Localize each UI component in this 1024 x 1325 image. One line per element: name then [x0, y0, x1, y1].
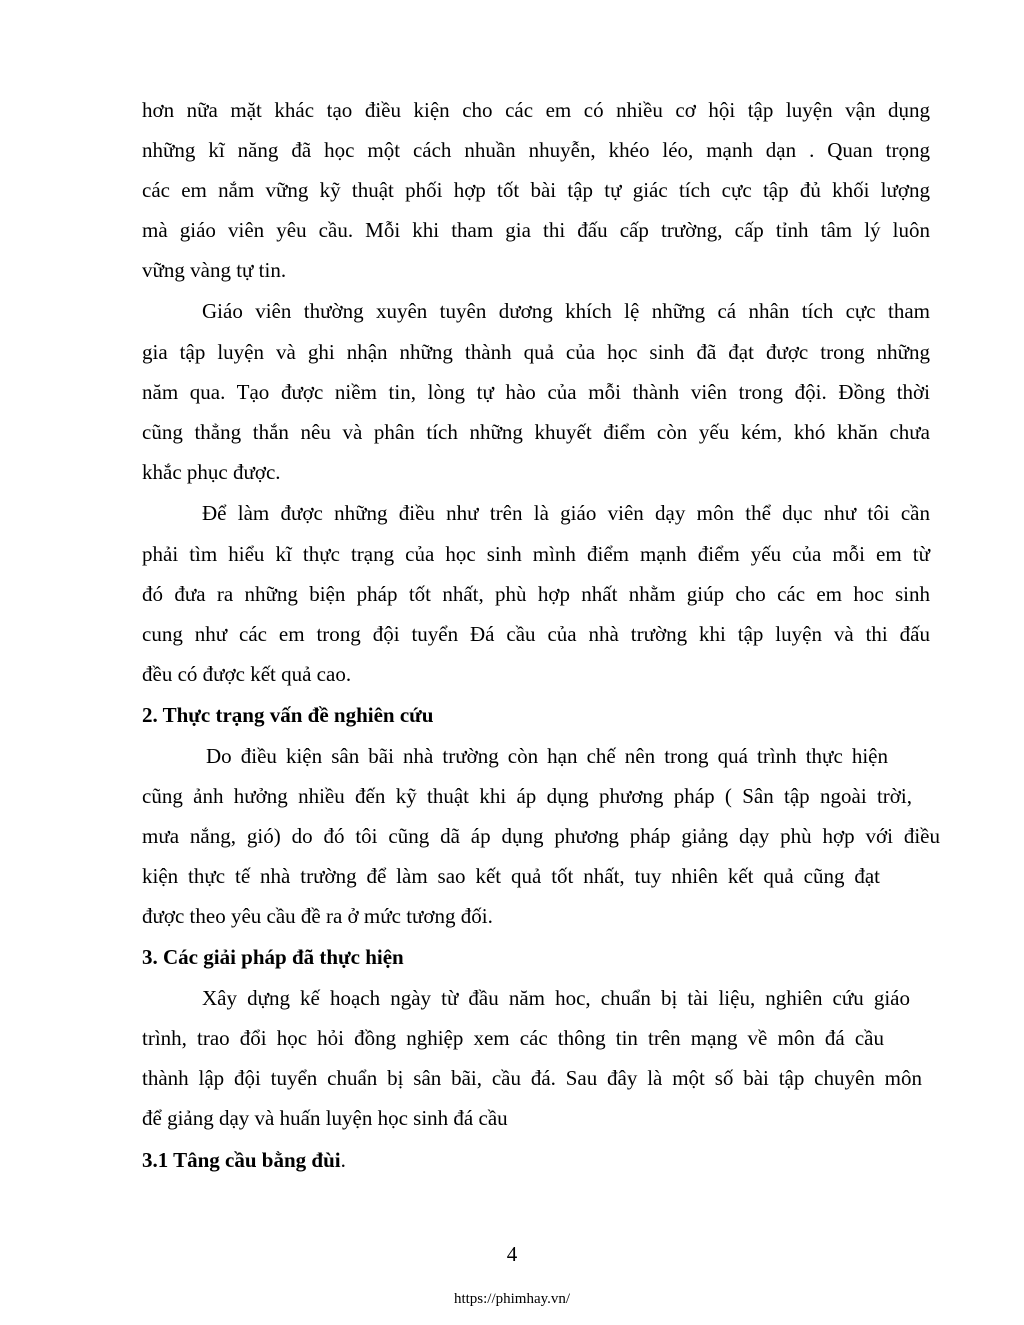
- para1-line2: những kĩ năng đã học một cách nhuần nhuyễn, khéo léo, mạnh dạn . Quan trọng: [142, 138, 930, 162]
- section-heading-3-1-period: .: [340, 1148, 346, 1172]
- para3-line3: đó đưa ra những biện pháp tốt nhất, phù hợp nhất nhằm giúp cho các em hoc sinh: [142, 582, 930, 606]
- para2-line2: gia tập luyện và ghi nhận những thành quả của học sinh đã đạt được trong những: [142, 340, 930, 364]
- para4-line3: mưa nắng, gió) do đó tôi cũng dã áp dụng phương pháp giảng dạy phù hợp với điều: [142, 824, 940, 848]
- para1-line5: vững vàng tự tin.: [142, 258, 287, 282]
- para5-line2: trình, trao đổi học hỏi đồng nghiệp xem các thông tin trên mạng về môn đá cầu: [142, 1026, 884, 1050]
- page-number: 4: [506, 1242, 518, 1266]
- section-heading-2: 2. Thực trạng vấn đề nghiên cứu: [142, 703, 434, 727]
- para1-line4: mà giáo viên yêu cầu. Mỗi khi tham gia thi đấu cấp trường, cấp tỉnh tâm lý luôn: [142, 218, 930, 242]
- para5-line1: Xây dựng kế hoạch ngày từ đầu năm hoc, chuẩn bị tài liệu, nghiên cứu giáo: [202, 986, 910, 1010]
- footer-url: https://phimhay.vn/: [453, 1291, 571, 1307]
- para3-line4: cung như các em trong đội tuyển Đá cầu của nhà trường khi tập luyện và thi đấu: [142, 622, 930, 646]
- para4-line5: được theo yêu cầu đề ra ở mức tương đối.: [142, 904, 493, 928]
- section-heading-3-1-text: 3.1 Tâng cầu bằng đùi: [142, 1148, 341, 1172]
- para4-line1: Do điều kiện sân bãi nhà trường còn hạn chế nên trong quá trình thực hiện: [206, 744, 888, 768]
- para5-line3: thành lập đội tuyển chuẩn bị sân bãi, cầu đá. Sau đây là một số bài tập chuyên môn: [142, 1066, 922, 1090]
- para1-line3: các em nắm vững kỹ thuật phối hợp tốt bài tập tự giác tích cực tập đủ khối lượng: [142, 178, 930, 202]
- section-heading-3: 3. Các giải pháp đã thực hiện: [142, 945, 404, 969]
- para2-line4: cũng thẳng thắn nêu và phân tích những khuyết điểm còn yếu kém, khó khăn chưa: [142, 420, 930, 444]
- para3-line1: Để làm được những điều như trên là giáo viên dạy môn thể dục như tôi cần: [202, 501, 930, 525]
- para4-line4: kiện thực tế nhà trường để làm sao kết quả tốt nhất, tuy nhiên kết quả cũng đạt: [142, 864, 880, 888]
- para3-line2: phải tìm hiểu kĩ thực trạng của học sinh mình điểm mạnh điểm yếu của mỗi em từ: [142, 542, 930, 566]
- para2-line1: Giáo viên thường xuyên tuyên dương khích lệ những cá nhân tích cực tham: [202, 299, 930, 323]
- para4-line2: cũng ảnh hưởng nhiều đến kỹ thuật khi áp dụng phương pháp ( Sân tập ngoài trời,: [142, 784, 912, 808]
- para2-line3: năm qua. Tạo được niềm tin, lòng tự hào của mỗi thành viên trong đội. Đồng thời: [142, 380, 930, 404]
- para2-line5: khắc phục được.: [142, 460, 281, 484]
- para5-line4: để giảng dạy và huấn luyện học sinh đá cầu: [142, 1106, 508, 1130]
- para3-line5: đều có được kết quả cao.: [142, 662, 352, 686]
- para1-line1: hơn nữa mặt khác tạo điều kiện cho các em có nhiều cơ hội tập luyện vận dụng: [142, 98, 930, 122]
- section-heading-3-1: [142, 1146, 930, 1174]
